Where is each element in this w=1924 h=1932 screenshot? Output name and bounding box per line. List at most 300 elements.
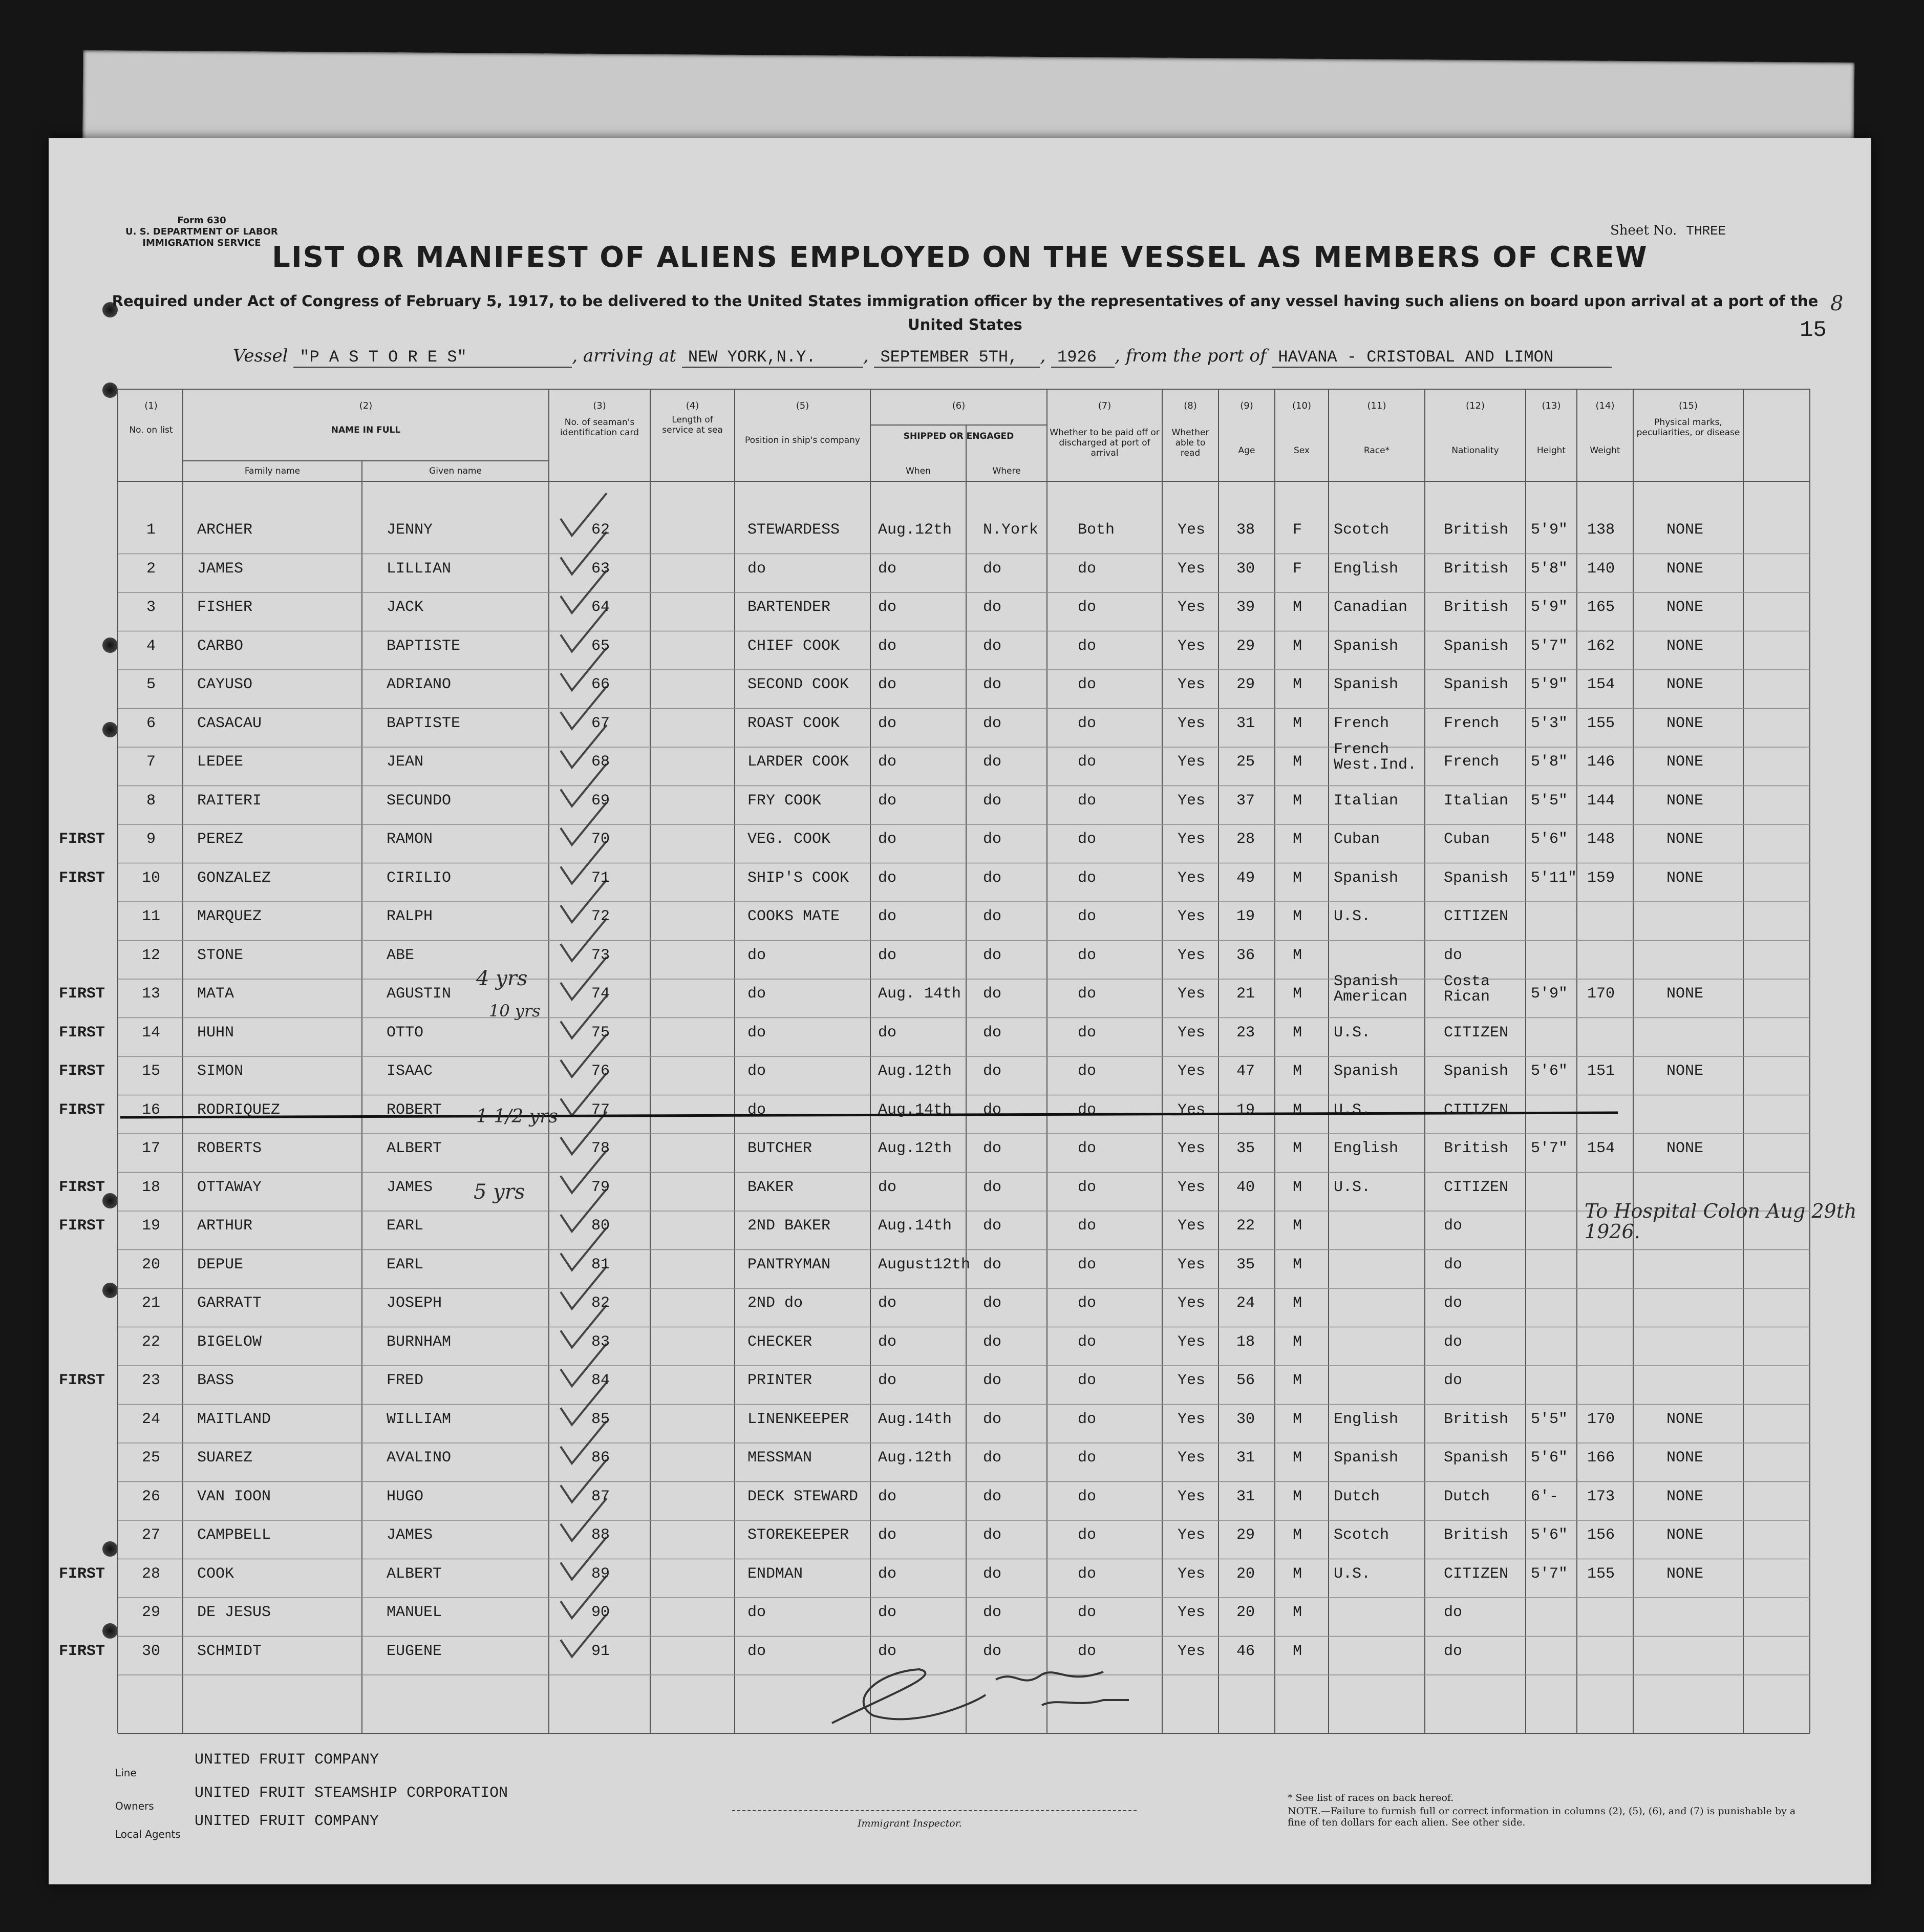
cell-pos: do	[747, 1024, 766, 1042]
cell-race: Italian	[1334, 792, 1399, 810]
annotation-service-years: 10 yrs	[489, 1001, 541, 1021]
cell-no: 26	[141, 1488, 160, 1505]
cell-when: do	[878, 831, 897, 848]
cell-paid: do	[1078, 908, 1097, 925]
cell-no: 4	[146, 637, 156, 655]
cell-family: SIMON	[197, 1063, 244, 1080]
cell-pos: SECOND COOK	[747, 676, 849, 693]
cell-age: 31	[1236, 714, 1255, 732]
cell-no: 25	[141, 1449, 160, 1467]
cell-id: 88	[591, 1526, 610, 1544]
cell-when: August12th	[878, 1256, 971, 1273]
edge-mark: 8	[1830, 292, 1844, 315]
header-position: Position in ship's company	[745, 435, 860, 445]
cell-nat: Costa Rican	[1444, 973, 1490, 1006]
cell-phys: NONE	[1666, 676, 1704, 693]
cell-nat: CITIZEN	[1444, 908, 1509, 925]
cell-weight: 144	[1587, 792, 1615, 810]
col-number: (11)	[1367, 400, 1386, 411]
cell-age: 31	[1236, 1488, 1255, 1505]
header-able-read: Whether able to read	[1171, 428, 1209, 458]
col-number: (2)	[359, 400, 373, 411]
cell-read: Yes	[1178, 1217, 1206, 1235]
header-shipped-engaged: SHIPPED OR ENGAGED	[903, 431, 1014, 441]
cell-paid: do	[1078, 1140, 1097, 1157]
cell-family: SUAREZ	[197, 1449, 253, 1467]
header-paid-off: Whether to be paid off or discharged at port of arrival	[1050, 428, 1160, 458]
cell-given: ABE	[387, 946, 415, 964]
cell-paid: do	[1078, 637, 1097, 655]
cell-pos: FRY COOK	[747, 792, 822, 810]
cell-phys: NONE	[1666, 1410, 1704, 1428]
cell-family: VAN IOON	[197, 1488, 271, 1505]
sheet-no-value: THREE	[1686, 223, 1726, 239]
cell-family: RAITERI	[197, 792, 262, 810]
cell-where: do	[983, 1063, 1002, 1080]
cell-read: Yes	[1178, 1294, 1206, 1312]
cell-family: ROBERTS	[197, 1140, 262, 1157]
cell-no: 18	[141, 1178, 160, 1196]
footer-line-label: Line	[115, 1767, 137, 1779]
col-number: (5)	[796, 400, 809, 411]
col-number: (8)	[1184, 400, 1197, 411]
cell-given: ALBERT	[387, 1140, 442, 1157]
cell-id: 85	[591, 1410, 610, 1428]
cell-pos: BAKER	[747, 1178, 794, 1196]
cell-phys: NONE	[1666, 985, 1704, 1003]
cell-weight: 173	[1587, 1488, 1615, 1505]
cell-given: RALPH	[387, 908, 433, 925]
cell-age: 23	[1236, 1024, 1255, 1042]
cell-phys: NONE	[1666, 1140, 1704, 1157]
cell-mark: FIRST	[59, 1063, 105, 1080]
cell-given: WILLIAM	[387, 1410, 452, 1428]
arriving-label: arriving at	[583, 346, 677, 366]
cell-where: do	[983, 831, 1002, 848]
cell-given: LILLIAN	[387, 560, 452, 578]
cell-no: 15	[141, 1063, 160, 1080]
cell-sex: M	[1293, 753, 1302, 771]
cell-race: Dutch	[1334, 1488, 1380, 1505]
cell-race: Spanish	[1334, 1063, 1399, 1080]
cell-where: do	[983, 1101, 1002, 1119]
cell-nat: British	[1444, 1140, 1509, 1157]
cell-read: Yes	[1178, 1024, 1206, 1042]
footer-owners-value: UNITED FRUIT STEAMSHIP CORPORATION	[195, 1785, 508, 1802]
cell-id: 76	[591, 1063, 610, 1080]
cell-phys: NONE	[1666, 599, 1704, 616]
col-number: (3)	[593, 400, 606, 411]
cell-paid: do	[1078, 792, 1097, 810]
cell-id: 82	[591, 1294, 610, 1312]
cell-sex: M	[1293, 637, 1302, 655]
cell-family: BIGELOW	[197, 1333, 262, 1351]
cell-height: 5'9"	[1531, 676, 1568, 693]
cell-mark: FIRST	[59, 1217, 105, 1235]
cell-id: 75	[591, 1024, 610, 1042]
cell-when: do	[878, 1604, 897, 1621]
vessel-name: "P A S T O R E S"	[293, 348, 572, 368]
cell-paid: do	[1078, 714, 1097, 732]
cell-given: RAMON	[387, 831, 433, 848]
cell-pos: COOKS MATE	[747, 908, 840, 925]
cell-no: 13	[141, 985, 160, 1003]
cell-given: ROBERT	[387, 1101, 442, 1119]
cell-sex: M	[1293, 831, 1302, 848]
cell-weight: 154	[1587, 676, 1615, 693]
cell-no: 11	[141, 908, 160, 925]
footer-agents-value: UNITED FRUIT COMPANY	[195, 1813, 379, 1830]
cell-height: 5'5"	[1531, 1410, 1568, 1428]
cell-sex: M	[1293, 1526, 1302, 1544]
cell-paid: do	[1078, 831, 1097, 848]
cell-given: MANUEL	[387, 1604, 442, 1621]
cell-where: do	[983, 1024, 1002, 1042]
cell-paid: do	[1078, 1256, 1097, 1273]
cell-where: do	[983, 753, 1002, 771]
cell-sex: M	[1293, 714, 1302, 732]
cell-read: Yes	[1178, 1565, 1206, 1583]
cell-no: 23	[141, 1372, 160, 1389]
cell-weight: 159	[1587, 869, 1615, 887]
cell-no: 21	[141, 1294, 160, 1312]
cell-pos: LARDER COOK	[747, 753, 849, 771]
cell-id: 70	[591, 831, 610, 848]
cell-height: 5'7"	[1531, 1565, 1568, 1583]
cell-race: French	[1334, 714, 1389, 732]
cell-age: 24	[1236, 1294, 1255, 1312]
cell-paid: do	[1078, 1604, 1097, 1621]
col-number: (15)	[1679, 400, 1698, 411]
cell-nat: do	[1444, 1604, 1463, 1621]
cell-read: Yes	[1178, 714, 1206, 732]
cell-when: do	[878, 714, 897, 732]
form-line: IMMIGRATION SERVICE	[142, 238, 261, 248]
cell-weight: 156	[1587, 1526, 1615, 1544]
cell-when: do	[878, 1372, 897, 1389]
cell-pos: PRINTER	[747, 1372, 813, 1389]
cell-family: LEDEE	[197, 753, 244, 771]
cell-race: Spanish American	[1334, 973, 1408, 1006]
cell-height: 5'3"	[1531, 714, 1568, 732]
cell-sex: M	[1293, 1178, 1302, 1196]
cell-id: 74	[591, 985, 610, 1003]
cell-mark: FIRST	[59, 1565, 105, 1583]
cell-sex: F	[1293, 560, 1302, 578]
cell-family: ARCHER	[197, 521, 253, 539]
cell-paid: do	[1078, 676, 1097, 693]
cell-no: 28	[141, 1565, 160, 1583]
cell-phys: NONE	[1666, 792, 1704, 810]
cell-weight: 162	[1587, 637, 1615, 655]
header-height: Height	[1536, 445, 1566, 456]
cell-height: 5'8"	[1531, 560, 1568, 578]
cell-pos: 2ND BAKER	[747, 1217, 831, 1235]
cell-when: do	[878, 1294, 897, 1312]
cell-pos: VEG. COOK	[747, 831, 831, 848]
cell-id: 90	[591, 1604, 610, 1621]
cell-given: FRED	[387, 1372, 424, 1389]
cell-nat: do	[1444, 1642, 1463, 1660]
cell-pos: STOREKEEPER	[747, 1526, 849, 1544]
cell-read: Yes	[1178, 521, 1206, 539]
cell-where: do	[983, 1256, 1002, 1273]
header-when: When	[906, 466, 931, 476]
cell-family: CAMPBELL	[197, 1526, 271, 1544]
header-age: Age	[1238, 445, 1255, 456]
cell-paid: do	[1078, 1101, 1097, 1119]
cell-nat: Cuban	[1444, 831, 1490, 848]
cell-paid: do	[1078, 560, 1097, 578]
cell-mark: FIRST	[59, 1642, 105, 1660]
cell-pos: BARTENDER	[747, 599, 831, 616]
cell-age: 21	[1236, 985, 1255, 1003]
col-number: (13)	[1542, 400, 1561, 411]
cell-age: 31	[1236, 1449, 1255, 1467]
cell-given: JOSEPH	[387, 1294, 442, 1312]
cell-paid: do	[1078, 1449, 1097, 1467]
cell-height: 5'9"	[1531, 985, 1568, 1003]
cell-sex: M	[1293, 1256, 1302, 1273]
cell-id: 87	[591, 1488, 610, 1505]
cell-phys: NONE	[1666, 1488, 1704, 1505]
cell-nat: Dutch	[1444, 1488, 1490, 1505]
cell-no: 27	[141, 1526, 160, 1544]
cell-age: 40	[1236, 1178, 1255, 1196]
manifest-sheet	[49, 138, 1871, 1884]
cell-phys: NONE	[1666, 637, 1704, 655]
cell-weight: 166	[1587, 1449, 1615, 1467]
cell-sex: M	[1293, 1372, 1302, 1389]
cell-given: BAPTISTE	[387, 637, 461, 655]
cell-id: 77	[591, 1101, 610, 1119]
cell-paid: do	[1078, 1488, 1097, 1505]
cell-nat: do	[1444, 1372, 1463, 1389]
cell-race: Spanish	[1334, 1449, 1399, 1467]
cell-pos: do	[747, 1063, 766, 1080]
cell-sex: M	[1293, 946, 1302, 964]
cell-given: EUGENE	[387, 1642, 442, 1660]
cell-read: Yes	[1178, 1178, 1206, 1196]
cell-paid: do	[1078, 1410, 1097, 1428]
cell-read: Yes	[1178, 753, 1206, 771]
cell-nat: Spanish	[1444, 1449, 1509, 1467]
cell-read: Yes	[1178, 831, 1206, 848]
cell-read: Yes	[1178, 985, 1206, 1003]
cell-age: 49	[1236, 869, 1255, 887]
cell-family: COOK	[197, 1565, 234, 1583]
cell-id: 71	[591, 869, 610, 887]
cell-sex: F	[1293, 521, 1302, 539]
cell-age: 36	[1236, 946, 1255, 964]
cell-read: Yes	[1178, 676, 1206, 693]
cell-id: 79	[591, 1178, 610, 1196]
cell-age: 47	[1236, 1063, 1255, 1080]
cell-where: do	[983, 869, 1002, 887]
cell-nat: CITIZEN	[1444, 1178, 1509, 1196]
cell-weight: 170	[1587, 985, 1615, 1003]
cell-height: 5'7"	[1531, 1140, 1568, 1157]
cell-id: 86	[591, 1449, 610, 1467]
cell-given: ADRIANO	[387, 676, 452, 693]
cell-race: Spanish	[1334, 869, 1399, 887]
cell-nat: British	[1444, 521, 1509, 539]
cell-weight: 155	[1587, 1565, 1615, 1583]
cell-weight: 170	[1587, 1410, 1615, 1428]
cell-height: 5'8"	[1531, 753, 1568, 771]
cell-paid: do	[1078, 946, 1097, 964]
cell-sex: M	[1293, 1410, 1302, 1428]
cell-height: 5'7"	[1531, 637, 1568, 655]
cell-paid: do	[1078, 1217, 1097, 1235]
cell-phys: NONE	[1666, 1449, 1704, 1467]
cell-id: 68	[591, 753, 610, 771]
cell-where: do	[983, 946, 1002, 964]
cell-age: 22	[1236, 1217, 1255, 1235]
cell-when: Aug.12th	[878, 1140, 952, 1157]
cell-when: do	[878, 1024, 897, 1042]
form-line: U. S. DEPARTMENT OF LABOR	[125, 226, 278, 237]
cell-read: Yes	[1178, 1333, 1206, 1351]
cell-given: OTTO	[387, 1024, 424, 1042]
cell-no: 22	[141, 1333, 160, 1351]
cell-age: 35	[1236, 1256, 1255, 1273]
cell-race: U.S.	[1334, 1565, 1371, 1583]
cell-when: do	[878, 1526, 897, 1544]
cell-sex: M	[1293, 1024, 1302, 1042]
cell-nat: Spanish	[1444, 869, 1509, 887]
annotation-hospital: To Hospital Colon Aug 29th 1926.	[1585, 1200, 1857, 1243]
cell-no: 17	[141, 1140, 160, 1157]
header-where: Where	[992, 466, 1021, 476]
cell-race: French West.Ind.	[1334, 741, 1417, 774]
cell-given: JAMES	[387, 1178, 433, 1196]
cell-id: 73	[591, 946, 610, 964]
cell-phys: NONE	[1666, 869, 1704, 887]
cell-pos: do	[747, 985, 766, 1003]
footer-agents-label: Local Agents	[115, 1828, 181, 1840]
cell-read: Yes	[1178, 1488, 1206, 1505]
cell-age: 25	[1236, 753, 1255, 771]
header-nationality: Nationality	[1451, 445, 1499, 456]
cell-when: do	[878, 1178, 897, 1196]
header-id-card: No. of seaman's identification card	[560, 417, 639, 438]
cell-weight: 146	[1587, 753, 1615, 771]
cell-given: ALBERT	[387, 1565, 442, 1583]
cell-id: 89	[591, 1565, 610, 1583]
cell-age: 19	[1236, 1101, 1255, 1119]
cell-where: do	[983, 1178, 1002, 1196]
cell-sex: M	[1293, 1101, 1302, 1119]
cell-paid: do	[1078, 1024, 1097, 1042]
cell-sex: M	[1293, 908, 1302, 925]
cell-race: U.S.	[1334, 1101, 1371, 1119]
cell-id: 62	[591, 521, 610, 539]
cell-pos: LINENKEEPER	[747, 1410, 849, 1428]
cell-pos: do	[747, 560, 766, 578]
cell-height: 5'9"	[1531, 599, 1568, 616]
cell-age: 56	[1236, 1372, 1255, 1389]
cell-no: 12	[141, 946, 160, 964]
cell-race: U.S.	[1334, 908, 1371, 925]
cell-phys: NONE	[1666, 521, 1704, 539]
cell-no: 9	[146, 831, 156, 848]
cell-where: do	[983, 560, 1002, 578]
annotation-service-years: 1 1/2 yrs	[476, 1106, 558, 1127]
inspector-signature-line	[732, 1810, 1137, 1811]
cell-height: 5'6"	[1531, 1449, 1568, 1467]
cell-id: 78	[591, 1140, 610, 1157]
cell-paid: do	[1078, 869, 1097, 887]
cell-when: do	[878, 1565, 897, 1583]
cell-age: 29	[1236, 637, 1255, 655]
cell-sex: M	[1293, 1140, 1302, 1157]
cell-age: 35	[1236, 1140, 1255, 1157]
cell-id: 64	[591, 599, 610, 616]
cell-where: do	[983, 1372, 1002, 1389]
col-number: (4)	[686, 400, 699, 411]
cell-sex: M	[1293, 1294, 1302, 1312]
arrival-date: SEPTEMBER 5TH,	[874, 348, 1040, 368]
cell-id: 66	[591, 676, 610, 693]
cell-age: 20	[1236, 1565, 1255, 1583]
cell-family: MAITLAND	[197, 1410, 271, 1428]
header-family-name: Family name	[244, 466, 301, 476]
cell-where: do	[983, 908, 1002, 925]
header-weight: Weight	[1590, 445, 1620, 456]
cell-paid: do	[1078, 1642, 1097, 1660]
cell-given: JACK	[387, 599, 424, 616]
cell-no: 20	[141, 1256, 160, 1273]
cell-paid: do	[1078, 1294, 1097, 1312]
header-physical-marks: Physical marks, peculiarities, or disease	[1636, 417, 1740, 438]
arrival-port: NEW YORK,N.Y.	[682, 348, 863, 368]
cell-age: 20	[1236, 1604, 1255, 1621]
cell-nat: British	[1444, 599, 1509, 616]
cell-where: do	[983, 1526, 1002, 1544]
cell-where: do	[983, 1488, 1002, 1505]
cell-read: Yes	[1178, 946, 1206, 964]
col-number: (7)	[1098, 400, 1111, 411]
cell-read: Yes	[1178, 792, 1206, 810]
cell-when: do	[878, 946, 897, 964]
cell-sex: M	[1293, 1333, 1302, 1351]
cell-read: Yes	[1178, 637, 1206, 655]
cell-where: do	[983, 599, 1002, 616]
cell-read: Yes	[1178, 1063, 1206, 1080]
cell-family: SCHMIDT	[197, 1642, 262, 1660]
cell-sex: M	[1293, 1642, 1302, 1660]
cell-nat: British	[1444, 560, 1509, 578]
cell-family: GARRATT	[197, 1294, 262, 1312]
cell-pos: SHIP'S COOK	[747, 869, 849, 887]
cell-family: MARQUEZ	[197, 908, 262, 925]
cell-when: Aug.12th	[878, 1063, 952, 1080]
cell-family: CARBO	[197, 637, 244, 655]
document-title: LIST OR MANIFEST OF ALIENS EMPLOYED ON THE VESSEL AS MEMBERS OF CREW	[272, 241, 1648, 274]
cell-race: English	[1334, 560, 1399, 578]
col-number: (12)	[1466, 400, 1485, 411]
from-port-label: from the port of	[1125, 346, 1267, 366]
cell-weight: 154	[1587, 1140, 1615, 1157]
cell-when: do	[878, 637, 897, 655]
cell-no: 16	[141, 1101, 160, 1119]
cell-height: 5'6"	[1531, 1063, 1568, 1080]
cell-nat: CITIZEN	[1444, 1101, 1509, 1119]
cell-pos: DECK STEWARD	[747, 1488, 859, 1505]
cell-phys: NONE	[1666, 831, 1704, 848]
cell-race: Scotch	[1334, 521, 1389, 539]
